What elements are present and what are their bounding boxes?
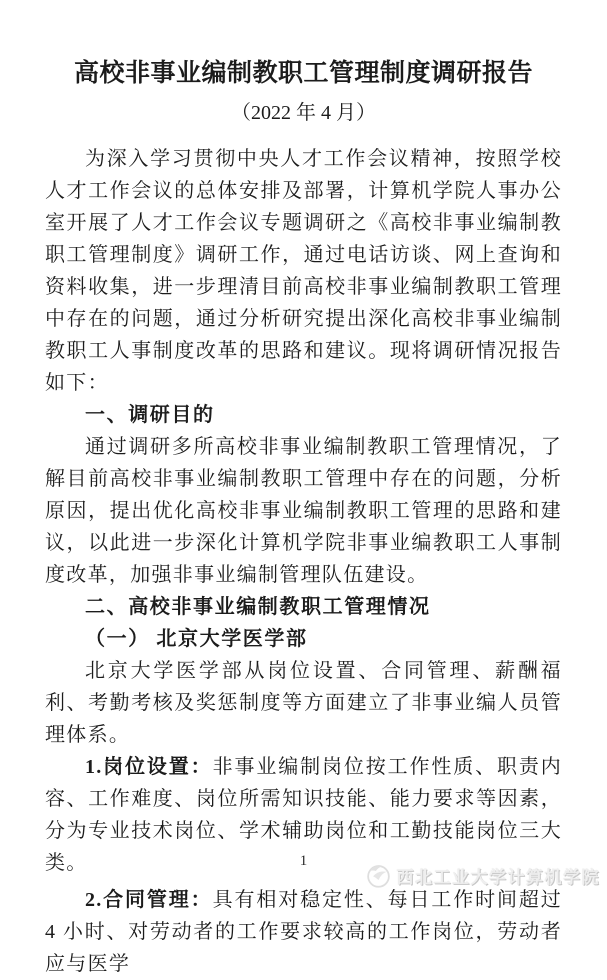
page-number: 1 bbox=[299, 853, 308, 869]
page-title: 高校非事业编制教职工管理制度调研报告 bbox=[73, 60, 533, 87]
item-contract-management bbox=[45, 884, 562, 980]
heading-section-1: 一、调研目的 bbox=[85, 404, 215, 426]
heading-section-2: 二、高校非事业编制教职工管理情况 bbox=[85, 596, 431, 618]
paragraph-survey-purpose: 通过调研多所高校非事业编制教职工管理情况，了解目前高校非事业编制教职工管理中存在的问题，分析原因，提出优化高校非事业编制教职工管理的思路和建议，以此进一步深化计算机学院非事业编教职工人事制度改革，加强非事业编制管理队伍建设。 bbox=[45, 436, 562, 586]
document-date: （2022 年 4 月） bbox=[231, 102, 376, 124]
subheading-pku-medical: （一） 北京大学医学部 bbox=[85, 628, 308, 650]
item-contract-management-label: 2.合同管理： bbox=[85, 889, 213, 911]
paragraph-pku-overview: 北京大学医学部从岗位设置、合同管理、薪酬福利、考勤考核及奖惩制度等方面建立了非事业编人员管理体系。 bbox=[45, 660, 562, 746]
paragraph-intro: 为深入学习贯彻中央人才工作会议精神，按照学校人才工作会议的总体安排及部署，计算机学院人事办公室开展了人才工作会议专题调研之《高校非事业编制教职工管理制度》调研工作，通过电话访谈、网上查询和资料收集，进一步理清目前高校非事业编制教职工管理中存在的问题，通过分析研究提出深化高校非事业编制教职工人事制度改革的思路和建议。现将调研情况报告如下： bbox=[45, 148, 562, 394]
watermark bbox=[365, 862, 601, 889]
item-contract-management-text: 具有相对稳定性、每日工作时间超过 4 小时、对劳动者的工作要求较高的工作岗位，劳动者应与医学 bbox=[45, 889, 562, 975]
watermark-text: 西北工业大学计算机学院 bbox=[396, 868, 600, 887]
item-post-setup-label: 1.岗位设置： bbox=[85, 756, 213, 778]
item-post-setup-text: 非事业编制岗位按工作性质、职责内容、工作难度、岗位所需知识技能、能力要求等因素，分为专业技术岗位、学术辅助岗位和工勤技能岗位三大类。 bbox=[45, 756, 562, 874]
university-emblem-icon bbox=[365, 862, 392, 889]
